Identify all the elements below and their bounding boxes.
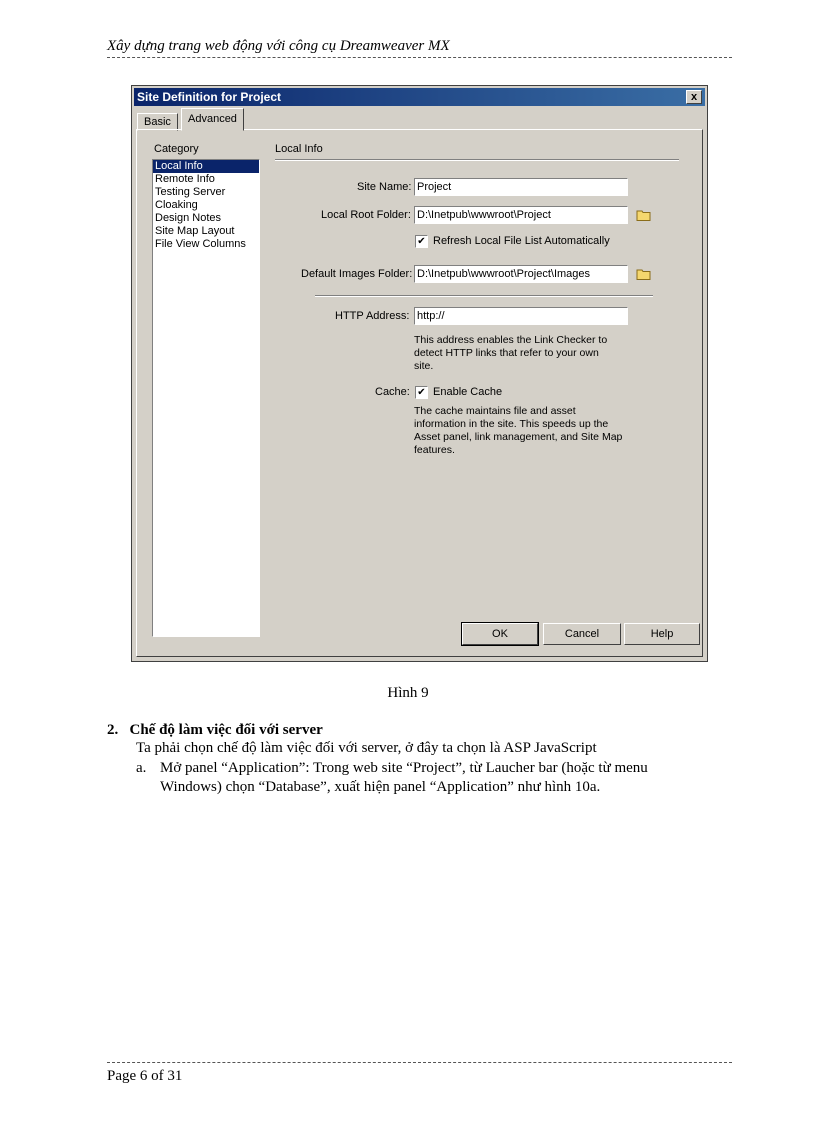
http-address-label: HTTP Address: xyxy=(335,310,410,322)
figure-caption: Hình 9 xyxy=(387,685,429,701)
footer-divider xyxy=(107,1062,732,1063)
help-button[interactable]: Help xyxy=(624,623,700,645)
category-item-remote-info[interactable]: Remote Info xyxy=(155,173,215,185)
section-number: 2. xyxy=(107,722,119,738)
folder-icon[interactable] xyxy=(636,209,651,221)
page-number: Page 6 of 31 xyxy=(107,1068,183,1084)
site-name-label: Site Name: xyxy=(357,181,412,193)
category-item-file-view-columns[interactable]: File View Columns xyxy=(155,238,246,250)
site-definition-dialog xyxy=(131,85,708,662)
refresh-checkbox[interactable]: ✔ xyxy=(415,235,428,248)
enable-cache-checkbox[interactable]: ✔ xyxy=(415,386,428,399)
default-images-label: Default Images Folder: xyxy=(301,268,413,280)
field-divider xyxy=(315,295,653,297)
local-root-input[interactable]: D:\Inetpub\wwwroot\Project xyxy=(414,206,628,224)
category-item-cloaking[interactable]: Cloaking xyxy=(155,199,198,211)
cache-note: The cache maintains file and asset information in the site. This speeds up the Asset panel, link management, and Site Map features. xyxy=(414,405,623,456)
ok-button[interactable]: OK xyxy=(462,623,538,645)
tab-basic[interactable]: Basic xyxy=(137,113,178,131)
category-item-testing-server[interactable]: Testing Server xyxy=(155,186,226,198)
cancel-button[interactable]: Cancel xyxy=(543,623,621,645)
list-item-text: Mở panel “Application”: Trong web site “Project”, từ Laucher bar (hoặc từ menu Windows) chọn “Database”, xuất hiện panel “Application” như hình 10a. xyxy=(160,760,648,795)
close-button[interactable]: x xyxy=(686,90,702,104)
dialog-titlebar xyxy=(134,88,705,106)
category-item-design-notes[interactable]: Design Notes xyxy=(155,212,222,224)
section-title-text: Chế độ làm việc đối với server xyxy=(129,722,323,738)
default-images-input[interactable]: D:\Inetpub\wwwroot\Project\Images xyxy=(414,265,628,283)
section-title: Local Info xyxy=(275,143,323,155)
list-marker: a. xyxy=(136,760,147,776)
local-root-label: Local Root Folder: xyxy=(321,209,411,221)
folder-icon[interactable] xyxy=(636,268,651,280)
enable-cache-label: Enable Cache xyxy=(433,386,503,398)
site-name-input[interactable]: Project xyxy=(414,178,628,196)
cache-label: Cache: xyxy=(375,386,410,398)
paragraph: Ta phải chọn chế độ làm việc đối với server, ở đây ta chọn là ASP JavaScript xyxy=(136,740,597,756)
category-list[interactable] xyxy=(152,159,260,637)
page-header: Xây dựng trang web động với công cụ Dreamweaver MX xyxy=(107,38,732,58)
dialog-title: Site Definition for Project xyxy=(137,90,282,104)
tab-advanced[interactable]: Advanced xyxy=(181,108,244,131)
http-note: This address enables the Link Checker to detect HTTP links that refer to your own site. xyxy=(414,334,608,372)
section-divider xyxy=(275,159,679,161)
http-address-input[interactable]: http:// xyxy=(414,307,628,325)
section-heading xyxy=(107,722,323,739)
category-item-site-map-layout[interactable]: Site Map Layout xyxy=(155,225,235,237)
category-item-local-info[interactable]: Local Info xyxy=(153,160,259,173)
category-label: Category xyxy=(154,143,199,155)
refresh-label: Refresh Local File List Automatically xyxy=(433,235,610,247)
